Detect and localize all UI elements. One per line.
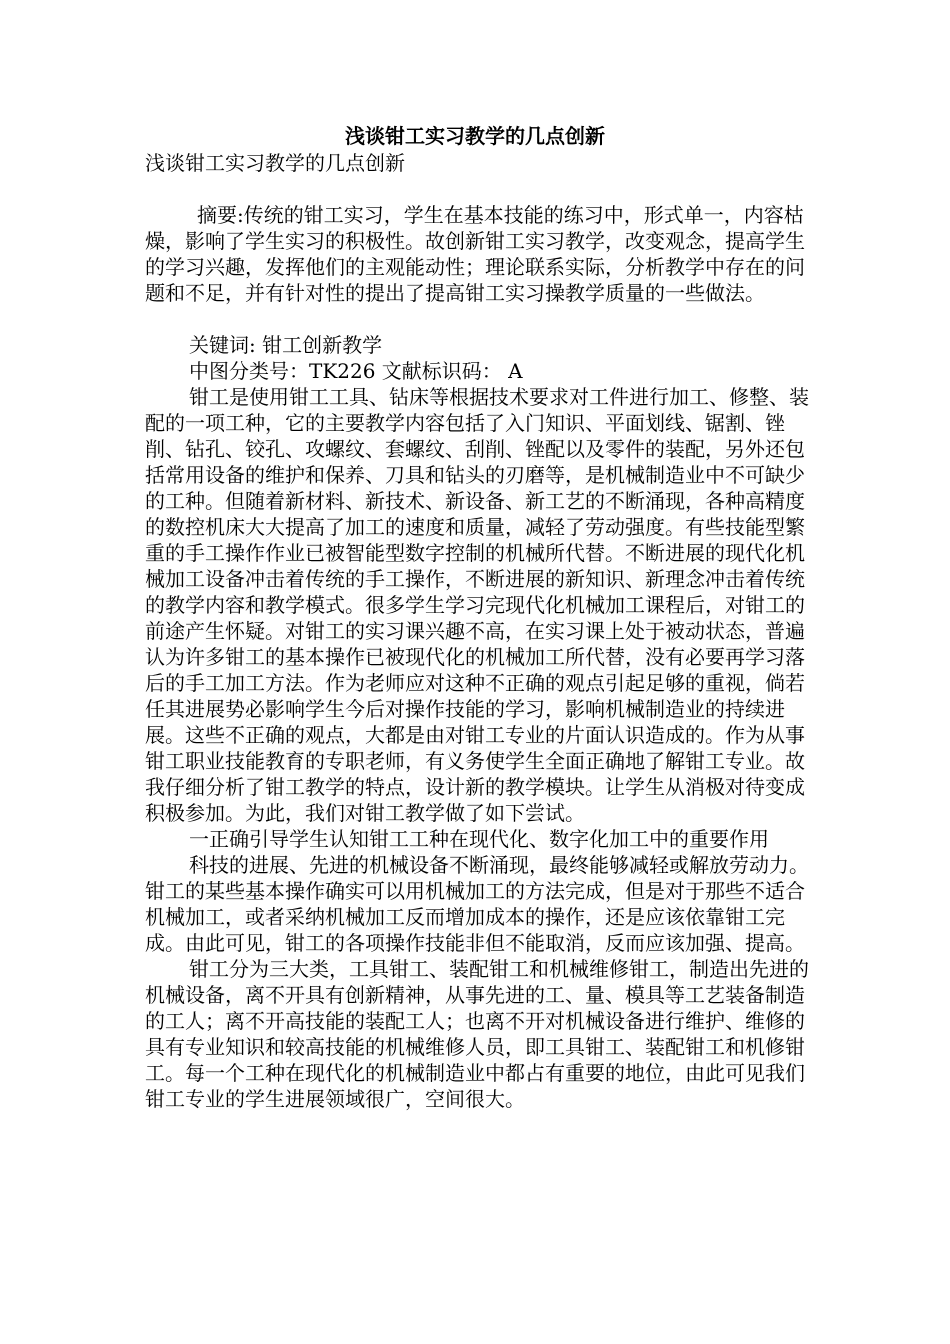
abstract-paragraph: 摘要:传统的钳工实习，学生在基本技能的练习中，形式单一，内容枯燥，影响了学生实习的积极性。故创新钳工实习教学，改变观念，提高学生的学习兴趣，发挥他们的主观能动性；理论联系实际，分析教学中存在的问题和不足，并有针对性的提出了提高钳工实习操教学质量的一些做法。 [145, 203, 805, 305]
body-paragraph-1: 钳工是使用钳工工具、钻床等根据技术要求对工件进行加工、修整、装配的一项工种，它的主要教学内容包括了入门知识、平面划线、锯割、锉削、钻孔、铰孔、攻螺纹、套螺纹、刮削、锉配以及零件的装配，另外还包括常用设备的维护和保养、刀具和钻头的刃磨等，是机械制造业中不可缺少的工种。但随着新材料、新技术、新设备、新工艺的不断涌现，各种高精度的数控机床大大提高了加工的速度和质量，减轻了劳动强度。有些技能型繁重的手工操作作业已被智能型数字控制的机械所代替。不断进展的现代化机械加工设备冲击着传统的手工操作，不断进展的新知识、新理念冲击着传统的教学内容和教学模式。很多学生学习完现代化机械加工课程后，对钳工的前途产生怀疑。对钳工的实习课兴趣不高，在实习课上处于被动状态，普遍认为许多钳工的基本操作已被现代化的机械加工所代替，没有必要再学习落后的手工加工方法。作为老师应对这种不正确的观点引起足够的重视，倘若任其进展势必影响学生今后对操作技能的学习，影响机械制造业的持续进展。这些不正确的观点，大都是由对钳工专业的片面认识造成的。作为从事钳工职业技能教育的专职老师，有义务使学生全面正确地了解钳工专业。故我仔细分析了钳工教学的特点，设计新的教学模块。让学生从消极对待变成积极参加。为此，我们对钳工教学做了如下尝试。 [145, 385, 809, 825]
classification-line: 中图分类号：TK226 文献标识码： A [189, 359, 523, 383]
body-paragraph-2: 科技的进展、先进的机械设备不断涌现，最终能够减轻或解放劳动力。钳工的某些基本操作确实可以用机械加工的方法完成，但是对于那些不适合机械加工，或者采纳机械加工反而增加成本的操作，还是应该依靠钳工完成。由此可见，钳工的各项操作技能非但不能取消，反而应该加强、提高。 [145, 853, 809, 955]
document-body [145, 150, 813, 1112]
section-heading-1: 一正确引导学生认知钳工工种在现代化、数字化加工中的重要作用 [189, 827, 769, 851]
body-paragraph-3: 钳工分为三大类，工具钳工、装配钳工和机械维修钳工，制造出先进的机械设备，离不开具有创新精神，从事先进的工、量、模具等工艺装备制造的工人；离不开高技能的装配工人；也离不开对机械设备进行维护、维修的具有专业知识和较高技能的机械维修人员，即工具钳工、装配钳工和机修钳工。每一个工种在现代化的机械制造业中都占有重要的地位，由此可见我们钳工专业的学生进展领域很广，空间很大。 [145, 957, 809, 1111]
document-subtitle: 浅谈钳工实习教学的几点创新 [145, 151, 405, 175]
keywords-line: 关键词: 钳工创新教学 [189, 333, 383, 357]
document-title: 浅谈钳工实习教学的几点创新 [345, 124, 605, 148]
